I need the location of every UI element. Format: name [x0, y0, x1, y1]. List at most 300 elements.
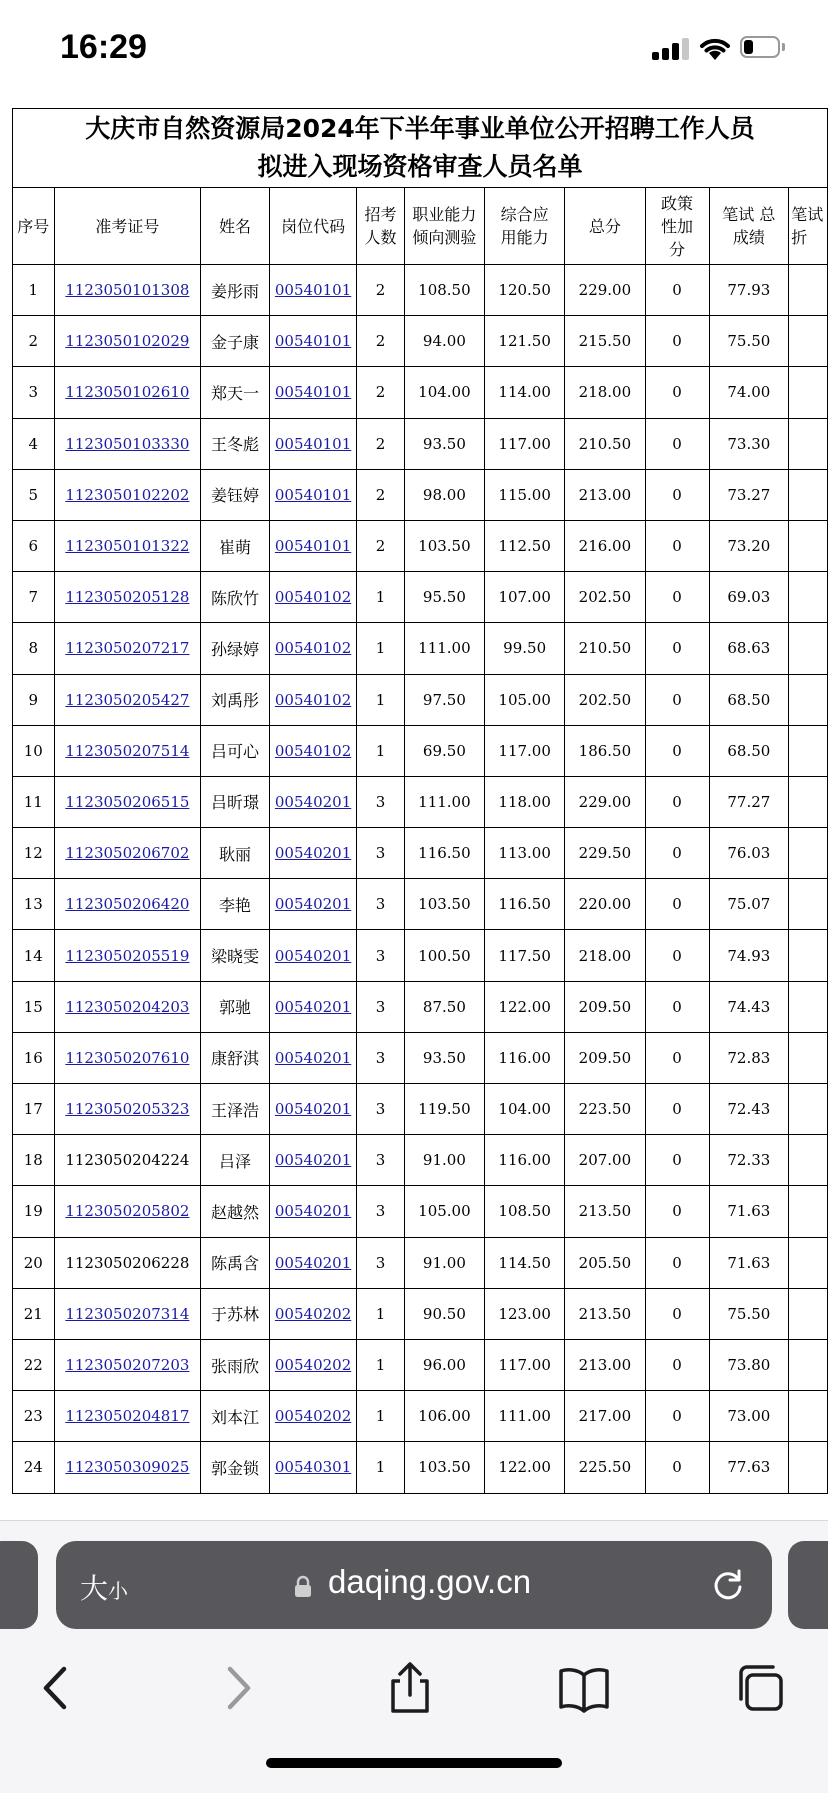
- table-row: [13, 520, 828, 571]
- row-applied: 111.00: [485, 1391, 565, 1442]
- row-written: 76.03: [709, 828, 789, 879]
- col-header-written-converted: 笔试折: [789, 188, 828, 265]
- row-quota: 1: [357, 674, 405, 725]
- row-written: 74.93: [709, 930, 789, 981]
- page-settings-button[interactable]: 大小: [80, 1572, 129, 1605]
- battery-icon: [740, 36, 786, 60]
- row-total: 202.50: [565, 572, 645, 623]
- row-total: 229.50: [565, 828, 645, 879]
- row-written-converted: [789, 367, 828, 418]
- row-bonus: 0: [645, 776, 709, 827]
- exam-id-link[interactable]: 1123050205427: [65, 690, 190, 709]
- row-name: 张雨欣: [201, 1339, 270, 1390]
- row-seq: 14: [13, 930, 55, 981]
- row-seq: 19: [13, 1186, 55, 1237]
- table-row: [13, 1339, 828, 1390]
- row-seq: 18: [13, 1135, 55, 1186]
- row-written-converted: [789, 930, 828, 981]
- status-bar: [0, 0, 828, 100]
- row-written-converted: [789, 265, 828, 316]
- row-name: 王泽浩: [201, 1084, 270, 1135]
- row-written: 77.93: [709, 265, 789, 316]
- lock-icon: [294, 1575, 312, 1597]
- table-row: [13, 1288, 828, 1339]
- row-bonus: 0: [645, 520, 709, 571]
- table-header-row: [13, 188, 828, 265]
- row-quota: 1: [357, 725, 405, 776]
- row-aptitude: 95.50: [404, 572, 484, 623]
- row-applied: 114.50: [485, 1237, 565, 1288]
- row-name: 王冬彪: [201, 418, 270, 469]
- col-header-written: 笔试 总成绩: [709, 188, 789, 265]
- row-applied: 99.50: [485, 623, 565, 674]
- row-post-code: [269, 1339, 356, 1390]
- table-row: [13, 1032, 828, 1083]
- row-aptitude: 103.50: [404, 520, 484, 571]
- row-written-converted: [789, 725, 828, 776]
- table-row: [13, 572, 828, 623]
- row-aptitude: 94.00: [404, 316, 484, 367]
- table-row: [13, 674, 828, 725]
- row-seq: 16: [13, 1032, 55, 1083]
- row-total: 229.00: [565, 776, 645, 827]
- row-bonus: 0: [645, 725, 709, 776]
- row-written-converted: [789, 981, 828, 1032]
- row-quota: 1: [357, 1442, 405, 1493]
- row-name: 姜钰婷: [201, 469, 270, 520]
- row-aptitude: 87.50: [404, 981, 484, 1032]
- exam-id-link[interactable]: 1123050206515: [65, 792, 190, 811]
- table-row: [13, 1237, 828, 1288]
- exam-id-link[interactable]: 1123050205802: [65, 1202, 190, 1221]
- exam-id-link[interactable]: 1123050102610: [65, 383, 190, 402]
- row-written-converted: [789, 1391, 828, 1442]
- row-written: 73.20: [709, 520, 789, 571]
- post-code-link[interactable]: 00540202: [274, 1356, 352, 1375]
- row-total: 209.50: [565, 1032, 645, 1083]
- row-quota: 2: [357, 469, 405, 520]
- row-applied: 113.00: [485, 828, 565, 879]
- row-exam-id: [54, 1391, 201, 1442]
- row-name: 赵越然: [201, 1186, 270, 1237]
- row-total: 216.00: [565, 520, 645, 571]
- row-aptitude: 103.50: [404, 879, 484, 930]
- post-code-link[interactable]: 00540101: [274, 537, 352, 556]
- col-header-seq: 序号: [13, 188, 55, 265]
- row-applied: 117.00: [485, 418, 565, 469]
- row-exam-id: [54, 469, 201, 520]
- row-aptitude: 103.50: [404, 1442, 484, 1493]
- row-written: 75.50: [709, 1288, 789, 1339]
- reload-icon[interactable]: [708, 1565, 748, 1605]
- table-row: [13, 930, 828, 981]
- previous-tab-preview[interactable]: [0, 1541, 38, 1629]
- post-code-link[interactable]: 00540101: [274, 383, 352, 402]
- row-total: 218.00: [565, 930, 645, 981]
- row-aptitude: 100.50: [404, 930, 484, 981]
- row-applied: 116.00: [485, 1135, 565, 1186]
- row-exam-id: [54, 981, 201, 1032]
- row-written-converted: [789, 1442, 828, 1493]
- row-quota: 1: [357, 623, 405, 674]
- row-quota: 3: [357, 1032, 405, 1083]
- row-seq: 5: [13, 469, 55, 520]
- col-header-exam-id: 准考证号: [54, 188, 201, 265]
- row-post-code: [269, 1084, 356, 1135]
- post-code-link[interactable]: 00540201: [274, 792, 352, 811]
- row-applied: 117.00: [485, 1339, 565, 1390]
- row-exam-id: [54, 725, 201, 776]
- row-quota: 3: [357, 930, 405, 981]
- table-row: [13, 1084, 828, 1135]
- table-row: [13, 776, 828, 827]
- document-title: [13, 109, 828, 188]
- post-code-link[interactable]: 00540201: [274, 997, 352, 1016]
- row-applied: 114.00: [485, 367, 565, 418]
- row-bonus: 0: [645, 981, 709, 1032]
- row-seq: 9: [13, 674, 55, 725]
- row-written: 75.07: [709, 879, 789, 930]
- row-total: 218.00: [565, 367, 645, 418]
- row-exam-id: 1123050206228: [54, 1237, 201, 1288]
- row-quota: 3: [357, 828, 405, 879]
- share-icon[interactable]: [383, 1661, 437, 1715]
- post-code-link[interactable]: 00540102: [274, 639, 352, 658]
- table-row: [13, 418, 828, 469]
- row-applied: 122.00: [485, 1442, 565, 1493]
- exam-id-link[interactable]: 1123050204203: [65, 997, 190, 1016]
- row-quota: 2: [357, 316, 405, 367]
- exam-id-link[interactable]: 1123050103330: [65, 434, 190, 453]
- row-bonus: 0: [645, 418, 709, 469]
- row-post-code: [269, 572, 356, 623]
- post-code-link[interactable]: 00540102: [274, 690, 352, 709]
- web-page: [0, 100, 828, 1520]
- row-seq: 21: [13, 1288, 55, 1339]
- row-seq: 24: [13, 1442, 55, 1493]
- col-header-bonus: 政策性加分: [645, 188, 709, 265]
- exam-id-link[interactable]: 1123050206702: [65, 844, 190, 863]
- row-total: 210.50: [565, 623, 645, 674]
- table-row: [13, 981, 828, 1032]
- row-name: 姜彤雨: [201, 265, 270, 316]
- exam-id-link[interactable]: 1123050207610: [65, 1048, 190, 1067]
- row-bonus: 0: [645, 1084, 709, 1135]
- exam-id-link[interactable]: 1123050207217: [65, 639, 190, 658]
- row-exam-id: [54, 1442, 201, 1493]
- row-quota: 3: [357, 981, 405, 1032]
- row-name: 崔萌: [201, 520, 270, 571]
- row-written: 73.27: [709, 469, 789, 520]
- row-written: 72.33: [709, 1135, 789, 1186]
- post-code-link[interactable]: 00540201: [274, 1100, 352, 1119]
- row-bonus: 0: [645, 1186, 709, 1237]
- row-aptitude: 90.50: [404, 1288, 484, 1339]
- row-written: 77.63: [709, 1442, 789, 1493]
- row-total: 229.00: [565, 265, 645, 316]
- row-seq: 7: [13, 572, 55, 623]
- document-title-line1: 大庆市自然资源局2024年下半年事业单位公开招聘工作人员: [85, 114, 755, 143]
- row-post-code: [269, 265, 356, 316]
- post-code-link[interactable]: 00540102: [274, 588, 352, 607]
- post-code-link[interactable]: 00540101: [274, 434, 352, 453]
- row-post-code: [269, 1135, 356, 1186]
- row-seq: 22: [13, 1339, 55, 1390]
- row-total: 209.50: [565, 981, 645, 1032]
- row-exam-id: [54, 879, 201, 930]
- tabs-icon[interactable]: [733, 1661, 787, 1715]
- row-name: 金子康: [201, 316, 270, 367]
- row-exam-id: [54, 1084, 201, 1135]
- row-written-converted: [789, 1032, 828, 1083]
- row-applied: 104.00: [485, 1084, 565, 1135]
- row-post-code: [269, 776, 356, 827]
- row-applied: 105.00: [485, 674, 565, 725]
- col-header-applied: 综合应用能力: [485, 188, 565, 265]
- row-post-code: [269, 520, 356, 571]
- row-written-converted: [789, 1288, 828, 1339]
- row-bonus: 0: [645, 623, 709, 674]
- row-name: 刘本江: [201, 1391, 270, 1442]
- row-total: 205.50: [565, 1237, 645, 1288]
- row-applied: 117.50: [485, 930, 565, 981]
- row-written: 77.27: [709, 776, 789, 827]
- table-row: [13, 623, 828, 674]
- post-code-link[interactable]: 00540101: [274, 281, 352, 300]
- post-code-link[interactable]: 00540102: [274, 741, 352, 760]
- table-row: [13, 265, 828, 316]
- table-row: [13, 367, 828, 418]
- post-code-link[interactable]: 00540101: [274, 485, 352, 504]
- row-bonus: 0: [645, 265, 709, 316]
- row-exam-id: [54, 265, 201, 316]
- post-code-link[interactable]: 00540101: [274, 332, 352, 351]
- row-bonus: 0: [645, 572, 709, 623]
- row-name: 吕昕璟: [201, 776, 270, 827]
- row-post-code: [269, 930, 356, 981]
- row-name: 刘禹彤: [201, 674, 270, 725]
- row-name: 梁晓雯: [201, 930, 270, 981]
- col-header-name: 姓名: [201, 188, 270, 265]
- row-aptitude: 111.00: [404, 623, 484, 674]
- row-quota: 2: [357, 367, 405, 418]
- row-quota: 1: [357, 1391, 405, 1442]
- row-seq: 2: [13, 316, 55, 367]
- row-seq: 17: [13, 1084, 55, 1135]
- row-applied: 123.00: [485, 1288, 565, 1339]
- row-bonus: 0: [645, 1391, 709, 1442]
- url-text[interactable]: daqing.gov.cn: [328, 1563, 532, 1600]
- table-row: [13, 725, 828, 776]
- row-total: 210.50: [565, 418, 645, 469]
- exam-id-link[interactable]: 1123050205323: [65, 1100, 190, 1119]
- row-exam-id: [54, 674, 201, 725]
- post-code-link[interactable]: 00540201: [274, 1048, 352, 1067]
- row-name: 康舒淇: [201, 1032, 270, 1083]
- row-aptitude: 93.50: [404, 418, 484, 469]
- candidate-table: [12, 108, 828, 1494]
- row-exam-id: 1123050204224: [54, 1135, 201, 1186]
- row-aptitude: 97.50: [404, 674, 484, 725]
- row-total: 215.50: [565, 316, 645, 367]
- book-icon[interactable]: [557, 1661, 611, 1715]
- row-written-converted: [789, 316, 828, 367]
- row-exam-id: [54, 367, 201, 418]
- row-written-converted: [789, 828, 828, 879]
- row-total: 186.50: [565, 725, 645, 776]
- row-seq: 13: [13, 879, 55, 930]
- exam-id-link[interactable]: 1123050206420: [65, 895, 190, 914]
- row-bonus: 0: [645, 879, 709, 930]
- row-bonus: 0: [645, 1237, 709, 1288]
- row-aptitude: 91.00: [404, 1135, 484, 1186]
- document-title-line2: 拟进入现场资格审查人员名单: [257, 152, 583, 181]
- exam-id-link[interactable]: 1123050101322: [65, 537, 190, 556]
- post-code-link[interactable]: 00540201: [274, 1151, 352, 1170]
- row-seq: 20: [13, 1237, 55, 1288]
- post-code-link[interactable]: 00540301: [274, 1458, 352, 1477]
- table-row: [13, 316, 828, 367]
- row-aptitude: 69.50: [404, 725, 484, 776]
- post-code-link[interactable]: 00540201: [274, 895, 352, 914]
- row-aptitude: 96.00: [404, 1339, 484, 1390]
- exam-id-link[interactable]: 1123050205128: [65, 588, 190, 607]
- row-quota: 2: [357, 265, 405, 316]
- row-seq: 6: [13, 520, 55, 571]
- row-written-converted: [789, 1237, 828, 1288]
- row-exam-id: [54, 776, 201, 827]
- row-name: 陈禹含: [201, 1237, 270, 1288]
- exam-id-link[interactable]: 1123050101308: [65, 281, 190, 300]
- row-post-code: [269, 879, 356, 930]
- row-seq: 1: [13, 265, 55, 316]
- post-code-link[interactable]: 00540201: [274, 1253, 352, 1272]
- table-row: [13, 828, 828, 879]
- row-post-code: [269, 828, 356, 879]
- row-exam-id: [54, 418, 201, 469]
- table-row: [13, 469, 828, 520]
- row-seq: 10: [13, 725, 55, 776]
- row-written-converted: [789, 1186, 828, 1237]
- exam-id-link[interactable]: 1123050207314: [65, 1304, 190, 1323]
- row-aptitude: 91.00: [404, 1237, 484, 1288]
- row-written: 73.30: [709, 418, 789, 469]
- exam-id-link[interactable]: 1123050207514: [65, 741, 190, 760]
- row-quota: 1: [357, 1288, 405, 1339]
- row-total: 225.50: [565, 1442, 645, 1493]
- row-bonus: 0: [645, 930, 709, 981]
- row-written: 75.50: [709, 316, 789, 367]
- exam-id-link[interactable]: 1123050204817: [65, 1407, 190, 1426]
- row-bonus: 0: [645, 367, 709, 418]
- col-header-aptitude: 职业能力倾向测验: [404, 188, 484, 265]
- row-applied: 108.50: [485, 1186, 565, 1237]
- row-written-converted: [789, 1084, 828, 1135]
- row-written: 68.50: [709, 725, 789, 776]
- post-code-link[interactable]: 00540202: [274, 1304, 352, 1323]
- exam-id-link[interactable]: 1123050205519: [65, 946, 190, 965]
- exam-id-link[interactable]: 1123050102202: [65, 485, 190, 504]
- post-code-link[interactable]: 00540201: [274, 946, 352, 965]
- row-bonus: 0: [645, 1288, 709, 1339]
- row-written-converted: [789, 623, 828, 674]
- table-row: [13, 879, 828, 930]
- row-written: 68.50: [709, 674, 789, 725]
- row-written: 72.83: [709, 1032, 789, 1083]
- row-aptitude: 108.50: [404, 265, 484, 316]
- table-row: [13, 1135, 828, 1186]
- row-post-code: [269, 367, 356, 418]
- col-header-total: 总分: [565, 188, 645, 265]
- row-aptitude: 105.00: [404, 1186, 484, 1237]
- row-exam-id: [54, 828, 201, 879]
- row-seq: 8: [13, 623, 55, 674]
- table-row: [13, 1186, 828, 1237]
- row-post-code: [269, 981, 356, 1032]
- address-bar[interactable]: [56, 1541, 772, 1629]
- col-header-quota: 招考人数: [357, 188, 405, 265]
- row-seq: 3: [13, 367, 55, 418]
- next-tab-preview[interactable]: [788, 1541, 828, 1629]
- row-seq: 12: [13, 828, 55, 879]
- row-written: 69.03: [709, 572, 789, 623]
- row-bonus: 0: [645, 1339, 709, 1390]
- row-post-code: [269, 418, 356, 469]
- row-post-code: [269, 469, 356, 520]
- chevron-left-icon[interactable]: [30, 1661, 84, 1715]
- post-code-link[interactable]: 00540202: [274, 1407, 352, 1426]
- row-applied: 116.00: [485, 1032, 565, 1083]
- row-exam-id: [54, 623, 201, 674]
- row-name: 郭驰: [201, 981, 270, 1032]
- row-total: 223.50: [565, 1084, 645, 1135]
- post-code-link[interactable]: 00540201: [274, 1202, 352, 1221]
- exam-id-link[interactable]: 1123050207203: [65, 1356, 190, 1375]
- row-quota: 1: [357, 1339, 405, 1390]
- row-seq: 15: [13, 981, 55, 1032]
- row-written: 68.63: [709, 623, 789, 674]
- row-aptitude: 106.00: [404, 1391, 484, 1442]
- row-quota: 3: [357, 1186, 405, 1237]
- row-written-converted: [789, 469, 828, 520]
- row-applied: 107.00: [485, 572, 565, 623]
- row-written: 71.63: [709, 1186, 789, 1237]
- row-quota: 3: [357, 1135, 405, 1186]
- row-post-code: [269, 1442, 356, 1493]
- wifi-icon: [698, 34, 732, 62]
- exam-id-link[interactable]: 1123050102029: [65, 332, 190, 351]
- row-written-converted: [789, 879, 828, 930]
- row-total: 220.00: [565, 879, 645, 930]
- row-name: 陈欣竹: [201, 572, 270, 623]
- exam-id-link[interactable]: 1123050309025: [65, 1458, 190, 1477]
- row-quota: 3: [357, 879, 405, 930]
- row-total: 213.50: [565, 1288, 645, 1339]
- row-aptitude: 116.50: [404, 828, 484, 879]
- row-total: 213.00: [565, 469, 645, 520]
- chevron-right-icon[interactable]: [210, 1661, 264, 1715]
- row-post-code: [269, 1237, 356, 1288]
- row-name: 李艳: [201, 879, 270, 930]
- row-aptitude: 104.00: [404, 367, 484, 418]
- cellular-signal-icon: [652, 38, 692, 60]
- row-bonus: 0: [645, 316, 709, 367]
- row-seq: 23: [13, 1391, 55, 1442]
- row-written: 72.43: [709, 1084, 789, 1135]
- row-total: 207.00: [565, 1135, 645, 1186]
- row-bonus: 0: [645, 1135, 709, 1186]
- post-code-link[interactable]: 00540201: [274, 844, 352, 863]
